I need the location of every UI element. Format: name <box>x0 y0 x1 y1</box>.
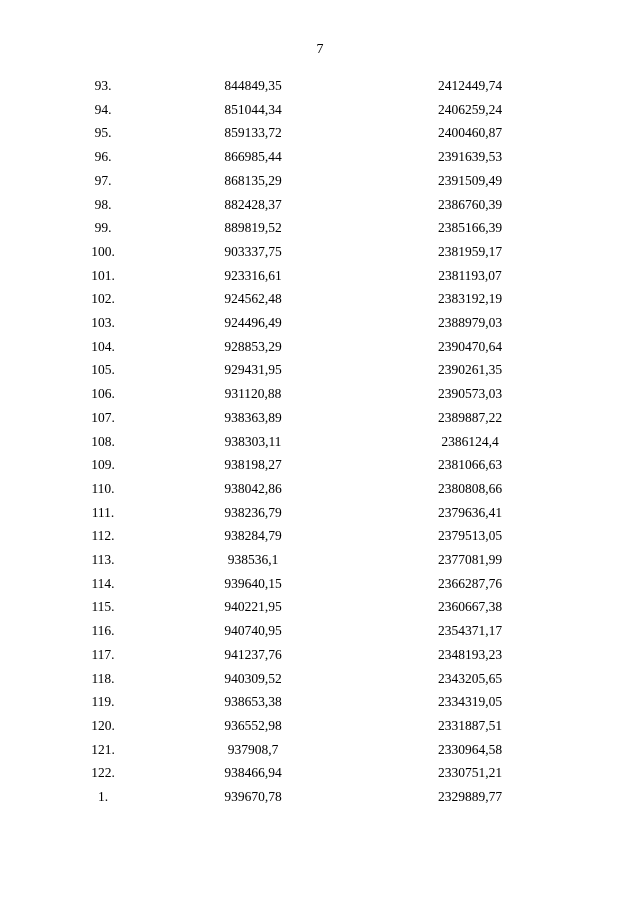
spacer-cell <box>300 761 410 785</box>
y-coordinate-cell: 2390573,03 <box>437 386 503 402</box>
x-coordinate-cell: 924562,48 <box>224 291 282 307</box>
point-number-cell: 117. <box>91 646 115 662</box>
spacer-cell <box>530 595 640 619</box>
table-row <box>0 595 640 619</box>
x-coordinate-cell: 938236,79 <box>224 504 282 520</box>
table-row <box>0 477 640 501</box>
spacer-cell <box>530 358 640 382</box>
spacer-cell <box>300 643 410 667</box>
y-coordinate-cell: 2385166,39 <box>437 220 503 236</box>
coordinates-table <box>0 74 640 809</box>
table-row <box>0 193 640 217</box>
spacer-cell <box>300 619 410 643</box>
table-row <box>0 74 640 98</box>
y-coordinate-cell: 2331887,51 <box>437 717 503 733</box>
x-coordinate-cell: 903337,75 <box>224 243 282 259</box>
spacer-cell <box>530 335 640 359</box>
spacer-cell <box>530 453 640 477</box>
table-row <box>0 572 640 596</box>
table-row <box>0 98 640 122</box>
y-coordinate-cell: 2379513,05 <box>437 528 503 544</box>
spacer-cell <box>530 761 640 785</box>
y-coordinate-cell: 2390470,64 <box>437 338 503 354</box>
x-coordinate-cell: 938466,94 <box>224 765 282 781</box>
x-coordinate-cell: 931120,88 <box>224 386 282 402</box>
table-row <box>0 121 640 145</box>
point-number-cell: 96. <box>94 149 112 165</box>
spacer-cell <box>300 145 410 169</box>
point-number-cell: 102. <box>91 291 115 307</box>
spacer-cell <box>530 121 640 145</box>
coordinates-table-body <box>0 74 640 809</box>
spacer-cell <box>300 785 410 809</box>
spacer-cell <box>530 785 640 809</box>
spacer-cell <box>530 193 640 217</box>
point-number-cell: 101. <box>91 267 115 283</box>
point-number-cell: 111. <box>91 504 115 520</box>
x-coordinate-cell: 859133,72 <box>224 125 282 141</box>
spacer-cell <box>300 358 410 382</box>
spacer-cell <box>530 240 640 264</box>
x-coordinate-cell: 938284,79 <box>224 528 282 544</box>
spacer-cell <box>300 548 410 572</box>
y-coordinate-cell: 2330964,58 <box>437 741 503 757</box>
y-coordinate-cell: 2380808,66 <box>437 480 503 496</box>
x-coordinate-cell: 940740,95 <box>224 623 282 639</box>
x-coordinate-cell: 928853,29 <box>224 338 282 354</box>
point-number-cell: 95. <box>94 125 112 141</box>
spacer-cell <box>530 311 640 335</box>
point-number-cell: 106. <box>91 386 115 402</box>
x-coordinate-cell: 941237,76 <box>224 646 282 662</box>
spacer-cell <box>530 216 640 240</box>
spacer-cell <box>300 738 410 762</box>
x-coordinate-cell: 940309,52 <box>224 670 282 686</box>
spacer-cell <box>300 572 410 596</box>
x-coordinate-cell: 844849,35 <box>224 78 282 93</box>
y-coordinate-cell: 2391509,49 <box>437 172 503 188</box>
table-row <box>0 169 640 193</box>
table-row <box>0 287 640 311</box>
x-coordinate-cell: 939670,78 <box>224 789 282 805</box>
spacer-cell <box>530 714 640 738</box>
table-row <box>0 643 640 667</box>
spacer-cell <box>530 287 640 311</box>
spacer-cell <box>530 477 640 501</box>
spacer-cell <box>530 667 640 691</box>
point-number-cell: 120. <box>91 717 115 733</box>
spacer-cell <box>300 193 410 217</box>
y-coordinate-cell: 2386124,4 <box>441 433 499 449</box>
point-number-cell: 109. <box>91 457 115 473</box>
x-coordinate-cell: 936552,98 <box>224 717 282 733</box>
spacer-cell <box>300 430 410 454</box>
table-row <box>0 453 640 477</box>
y-coordinate-cell: 2390261,35 <box>437 362 503 378</box>
spacer-cell <box>300 169 410 193</box>
point-number-cell: 114. <box>91 575 115 591</box>
y-coordinate-cell: 2406259,24 <box>437 101 503 117</box>
table-row <box>0 264 640 288</box>
spacer-cell <box>530 169 640 193</box>
x-coordinate-cell: 938198,27 <box>224 457 282 473</box>
x-coordinate-cell: 939640,15 <box>224 575 282 591</box>
y-coordinate-cell: 2354371,17 <box>437 623 503 639</box>
spacer-cell <box>300 264 410 288</box>
x-coordinate-cell: 937908,7 <box>227 741 279 757</box>
spacer-cell <box>300 453 410 477</box>
point-number-cell: 105. <box>91 362 115 378</box>
spacer-cell <box>300 477 410 501</box>
spacer-cell <box>300 406 410 430</box>
x-coordinate-cell: 938363,89 <box>224 409 282 425</box>
table-row <box>0 548 640 572</box>
spacer-cell <box>300 595 410 619</box>
y-coordinate-cell: 2383192,19 <box>437 291 503 307</box>
table-row <box>0 524 640 548</box>
table-row <box>0 714 640 738</box>
spacer-cell <box>300 667 410 691</box>
spacer-cell <box>530 572 640 596</box>
point-number-cell: 103. <box>91 315 115 331</box>
table-row <box>0 382 640 406</box>
page-number: 7 <box>316 42 324 57</box>
x-coordinate-cell: 938303,11 <box>224 433 282 449</box>
spacer-cell <box>300 524 410 548</box>
point-number-cell: 119. <box>91 694 115 710</box>
spacer-cell <box>300 216 410 240</box>
spacer-cell <box>530 430 640 454</box>
x-coordinate-cell: 929431,95 <box>224 362 282 378</box>
table-row <box>0 335 640 359</box>
point-number-cell: 97. <box>94 172 112 188</box>
table-row <box>0 216 640 240</box>
y-coordinate-cell: 2388979,03 <box>437 315 503 331</box>
y-coordinate-cell: 2386760,39 <box>437 196 503 212</box>
table-row <box>0 311 640 335</box>
spacer-cell <box>300 690 410 714</box>
table-row <box>0 501 640 525</box>
x-coordinate-cell: 923316,61 <box>224 267 282 283</box>
table-row <box>0 619 640 643</box>
point-number-cell: 110. <box>91 480 115 496</box>
point-number-cell: 118. <box>91 670 115 686</box>
spacer-cell <box>530 145 640 169</box>
x-coordinate-cell: 938042,86 <box>224 480 282 496</box>
point-number-cell: 98. <box>94 196 112 212</box>
spacer-cell <box>530 98 640 122</box>
table-row <box>0 358 640 382</box>
point-number-cell: 93. <box>94 78 112 93</box>
x-coordinate-cell: 866985,44 <box>224 149 282 165</box>
table-row <box>0 738 640 762</box>
table-row <box>0 240 640 264</box>
spacer-cell <box>530 619 640 643</box>
y-coordinate-cell: 2379636,41 <box>437 504 503 520</box>
spacer-cell <box>530 382 640 406</box>
point-number-cell: 116. <box>91 623 115 639</box>
point-number-cell: 121. <box>91 741 115 757</box>
spacer-cell <box>530 406 640 430</box>
point-number-cell: 104. <box>91 338 115 354</box>
y-coordinate-cell: 2381193,07 <box>438 267 502 283</box>
x-coordinate-cell: 940221,95 <box>224 599 282 615</box>
table-row <box>0 145 640 169</box>
spacer-cell <box>530 264 640 288</box>
spacer-cell <box>530 690 640 714</box>
point-number-cell: 112. <box>91 528 115 544</box>
x-coordinate-cell: 882428,37 <box>224 196 282 212</box>
spacer-cell <box>530 738 640 762</box>
spacer-cell <box>300 501 410 525</box>
point-number-cell: 1. <box>97 789 109 805</box>
point-number-cell: 108. <box>91 433 115 449</box>
table-row <box>0 406 640 430</box>
spacer-cell <box>530 548 640 572</box>
point-number-cell: 107. <box>91 409 115 425</box>
point-number-cell: 115. <box>91 599 115 615</box>
point-number-cell: 94. <box>94 101 112 117</box>
y-coordinate-cell: 2329889,77 <box>437 789 503 805</box>
spacer-cell <box>300 74 410 98</box>
x-coordinate-cell: 924496,49 <box>224 315 282 331</box>
table-row <box>0 667 640 691</box>
table-row <box>0 430 640 454</box>
spacer-cell <box>300 121 410 145</box>
spacer-cell <box>300 714 410 738</box>
spacer-cell <box>530 643 640 667</box>
x-coordinate-cell: 851044,34 <box>224 101 282 117</box>
y-coordinate-cell: 2381959,17 <box>437 243 503 259</box>
x-coordinate-cell: 938536,1 <box>227 552 279 568</box>
spacer-cell <box>300 311 410 335</box>
table-row <box>0 690 640 714</box>
y-coordinate-cell: 2360667,38 <box>437 599 503 615</box>
spacer-cell <box>300 335 410 359</box>
y-coordinate-cell: 2412449,74 <box>437 78 503 93</box>
y-coordinate-cell: 2366287,76 <box>437 575 503 591</box>
spacer-cell <box>300 98 410 122</box>
y-coordinate-cell: 2391639,53 <box>437 149 503 165</box>
y-coordinate-cell: 2381066,63 <box>437 457 503 473</box>
table-row <box>0 785 640 809</box>
spacer-cell <box>530 74 640 98</box>
point-number-cell: 113. <box>91 552 115 568</box>
x-coordinate-cell: 889819,52 <box>224 220 282 236</box>
y-coordinate-cell: 2334319,05 <box>437 694 503 710</box>
spacer-cell <box>300 287 410 311</box>
y-coordinate-cell: 2343205,65 <box>437 670 503 686</box>
point-number-cell: 122. <box>91 765 115 781</box>
x-coordinate-cell: 938653,38 <box>224 694 282 710</box>
x-coordinate-cell: 868135,29 <box>224 172 282 188</box>
y-coordinate-cell: 2330751,21 <box>437 765 503 781</box>
point-number-cell: 100. <box>91 243 115 259</box>
spacer-cell <box>300 382 410 406</box>
y-coordinate-cell: 2377081,99 <box>437 552 503 568</box>
spacer-cell <box>300 240 410 264</box>
spacer-cell <box>530 524 640 548</box>
y-coordinate-cell: 2389887,22 <box>437 409 503 425</box>
point-number-cell: 99. <box>94 220 112 236</box>
y-coordinate-cell: 2348193,23 <box>437 646 503 662</box>
table-row <box>0 761 640 785</box>
y-coordinate-cell: 2400460,87 <box>437 125 503 141</box>
spacer-cell <box>530 501 640 525</box>
